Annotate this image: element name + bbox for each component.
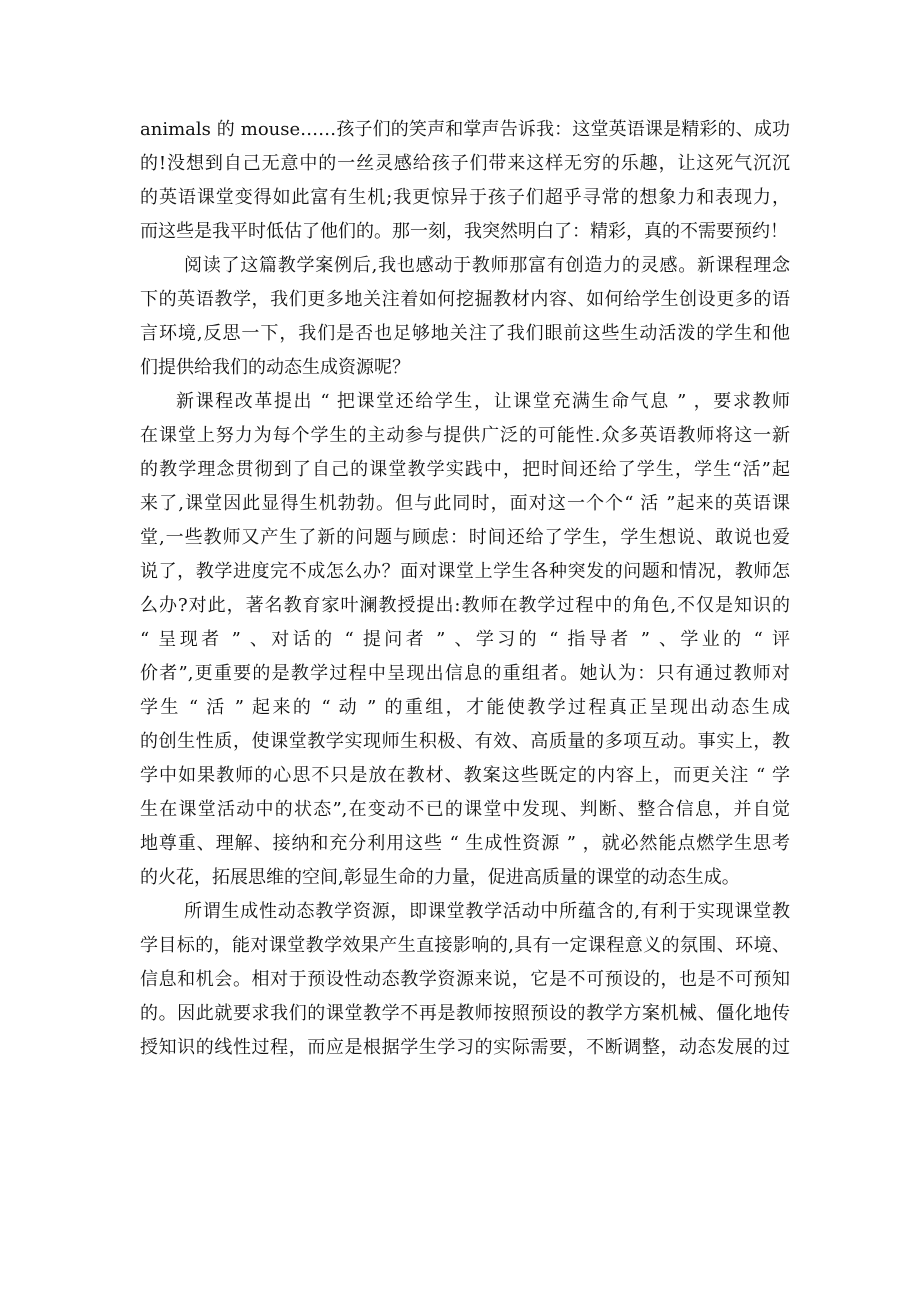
text-line: 在课堂上努力为每个学生的主动参与提供广泛的可能性.众多英语教师将这一新 <box>140 425 790 446</box>
text-line: 所谓生成性动态教学资源，即课堂教学活动中所蕴含的,有利于实现课堂教 <box>184 901 790 922</box>
text-line: 阅读了这篇教学案例后,我也感动于教师那富有创造力的灵感。新课程理念 <box>184 255 790 276</box>
document-body <box>140 113 790 1065</box>
text-line: 言环境,反思一下，我们是否也足够地关注了我们眼前这些生动活泼的学生和他 <box>140 323 790 344</box>
text-line: animals 的 mouse……孩子们的笑声和掌声告诉我：这堂英语课是精彩的、成功 <box>140 119 790 140</box>
text-line: 说了，教学进度完不成怎么办？面对课堂上学生各种突发的问题和情况，教师怎 <box>140 561 790 582</box>
text-line: 学中如果教师的心思不只是放在教材、教案这些既定的内容上，而更关注 “ 学 <box>140 765 790 786</box>
text-line: 来了,课堂因此显得生机勃勃。但与此同时，面对这一个个“ 活 ”起来的英语课 <box>140 493 790 514</box>
text-line: 价者”,更重要的是教学过程中呈现出信息的重组者。她认为：只有通过教师对 <box>140 663 790 684</box>
text-line: 的。因此就要求我们的课堂教学不再是教师按照预设的教学方案机械、僵化地传 <box>140 1003 790 1024</box>
text-line: 生在课堂活动中的状态”,在变动不已的课堂中发现、判断、整合信息，并自觉 <box>140 799 790 820</box>
text-line: 授知识的线性过程，而应是根据学生学习的实际需要，不断调整，动态发展的过 <box>140 1037 790 1058</box>
text-line: 的英语课堂变得如此富有生机;我更惊异于孩子们超乎寻常的想象力和表现力， <box>140 187 790 208</box>
text-line: 堂,一些教师又产生了新的问题与顾虑：时间还给了学生，学生想说、敢说也爱 <box>140 527 790 548</box>
text-line: 新课程改革提出 “ 把课堂还给学生，让课堂充满生命气息 ” ，要求教师 <box>176 391 790 412</box>
text-line: 下的英语教学，我们更多地关注着如何挖掘教材内容、如何给学生创设更多的语 <box>140 289 790 310</box>
text-line: 学生 “ 活 ” 起来的 “ 动 ” 的重组，才能使教学过程真正呈现出动态生成 <box>140 697 790 718</box>
text-line: 学目标的，能对课堂教学效果产生直接影响的,具有一定课程意义的氛围、环境、 <box>140 935 790 956</box>
text-line: 的!没想到自己无意中的一丝灵感给孩子们带来这样无穷的乐趣，让这死气沉沉 <box>140 153 790 174</box>
text-line: 的教学理念贯彻到了自己的课堂教学实践中，把时间还给了学生，学生“活”起 <box>140 459 790 480</box>
text-line: “ 呈现者 ” 、对话的 “ 提问者 ” 、学习的 “ 指导者 ” 、学业的 “ 评 <box>140 629 790 650</box>
text-line: 而这些是我平时低估了他们的。那一刻，我突然明白了：精彩，真的不需要预约！ <box>140 221 788 242</box>
text-line: 信息和机会。相对于预设性动态教学资源来说，它是不可预设的，也是不可预知 <box>140 969 790 990</box>
text-line: 地尊重、理解、接纳和充分利用这些 “ 生成性资源 ” ，就必然能点燃学生思考 <box>140 833 790 854</box>
text-line: 么办?对此，著名教育家叶澜教授提出:教师在教学过程中的角色,不仅是知识的 <box>140 595 790 616</box>
text-line: 的火花，拓展思维的空间,彰显生命的力量，促进高质量的课堂的动态生成。 <box>140 867 740 888</box>
text-line: 们提供给我们的动态生成资源呢？ <box>140 357 410 378</box>
text-line: 的创生性质，使课堂教学实现师生积极、有效、高质量的多项互动。事实上，教 <box>140 731 790 752</box>
